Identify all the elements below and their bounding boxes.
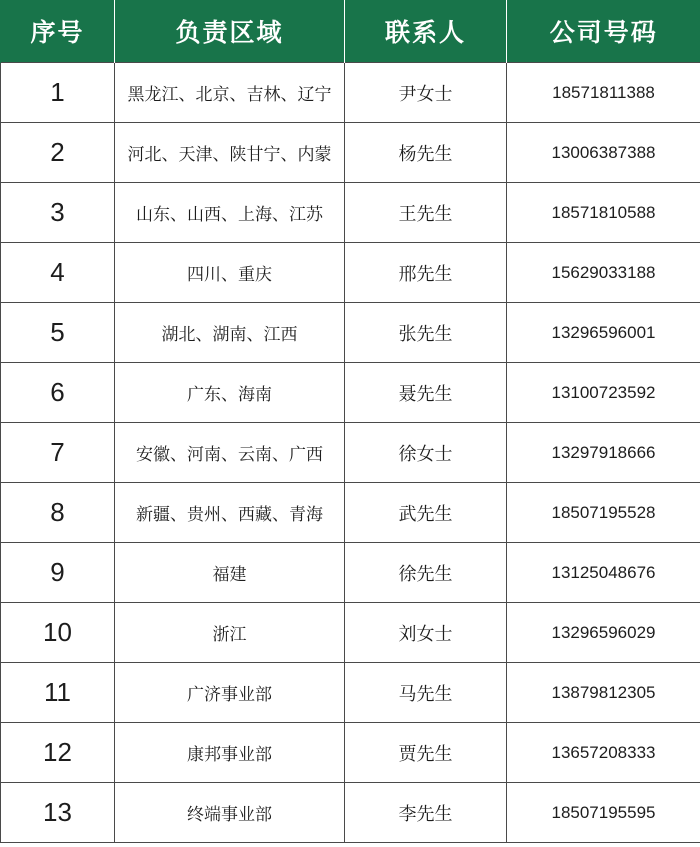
row-phone: 13879812305 bbox=[507, 663, 700, 723]
row-phone: 18571811388 bbox=[507, 63, 700, 123]
row-phone: 18507195528 bbox=[507, 483, 700, 543]
row-contact: 杨先生 bbox=[345, 123, 507, 183]
row-contact: 刘女士 bbox=[345, 603, 507, 663]
header-row bbox=[1, 0, 700, 63]
row-index: 6 bbox=[1, 363, 115, 423]
row-region: 湖北、湖南、江西 bbox=[115, 303, 345, 363]
row-index: 12 bbox=[1, 723, 115, 783]
row-phone: 13296596029 bbox=[507, 603, 700, 663]
row-region: 终端事业部 bbox=[115, 783, 345, 843]
row-phone: 13296596001 bbox=[507, 303, 700, 363]
row-region: 福建 bbox=[115, 543, 345, 603]
row-phone: 18507195595 bbox=[507, 783, 700, 843]
header-index: 序号 bbox=[1, 0, 115, 63]
row-phone: 13297918666 bbox=[507, 423, 700, 483]
row-region: 浙江 bbox=[115, 603, 345, 663]
table-body bbox=[1, 63, 700, 843]
row-phone: 13006387388 bbox=[507, 123, 700, 183]
row-contact: 张先生 bbox=[345, 303, 507, 363]
row-phone: 13100723592 bbox=[507, 363, 700, 423]
row-region: 河北、天津、陕甘宁、内蒙 bbox=[115, 123, 345, 183]
row-region: 广东、海南 bbox=[115, 363, 345, 423]
table-row bbox=[1, 303, 700, 363]
row-index: 3 bbox=[1, 183, 115, 243]
row-region: 新疆、贵州、西藏、青海 bbox=[115, 483, 345, 543]
row-region: 山东、山西、上海、江苏 bbox=[115, 183, 345, 243]
table-row bbox=[1, 123, 700, 183]
table-row bbox=[1, 783, 700, 843]
row-region: 康邦事业部 bbox=[115, 723, 345, 783]
row-region: 广济事业部 bbox=[115, 663, 345, 723]
row-contact: 尹女士 bbox=[345, 63, 507, 123]
table-row bbox=[1, 423, 700, 483]
row-index: 10 bbox=[1, 603, 115, 663]
table-row bbox=[1, 663, 700, 723]
table-row bbox=[1, 243, 700, 303]
row-contact: 徐女士 bbox=[345, 423, 507, 483]
row-index: 1 bbox=[1, 63, 115, 123]
row-phone: 13125048676 bbox=[507, 543, 700, 603]
row-contact: 聂先生 bbox=[345, 363, 507, 423]
table-row bbox=[1, 723, 700, 783]
row-contact: 王先生 bbox=[345, 183, 507, 243]
row-region: 安徽、河南、云南、广西 bbox=[115, 423, 345, 483]
table-header bbox=[1, 0, 700, 63]
table-row bbox=[1, 363, 700, 423]
row-phone: 15629033188 bbox=[507, 243, 700, 303]
table-row bbox=[1, 603, 700, 663]
row-index: 2 bbox=[1, 123, 115, 183]
row-contact: 贾先生 bbox=[345, 723, 507, 783]
row-index: 4 bbox=[1, 243, 115, 303]
row-index: 8 bbox=[1, 483, 115, 543]
row-contact: 李先生 bbox=[345, 783, 507, 843]
row-index: 7 bbox=[1, 423, 115, 483]
header-region: 负责区域 bbox=[115, 0, 345, 63]
row-index: 11 bbox=[1, 663, 115, 723]
row-contact: 马先生 bbox=[345, 663, 507, 723]
table-row bbox=[1, 63, 700, 123]
row-index: 9 bbox=[1, 543, 115, 603]
row-contact: 武先生 bbox=[345, 483, 507, 543]
row-contact: 徐先生 bbox=[345, 543, 507, 603]
row-region: 黑龙江、北京、吉林、辽宁 bbox=[115, 63, 345, 123]
row-contact: 邢先生 bbox=[345, 243, 507, 303]
row-region: 四川、重庆 bbox=[115, 243, 345, 303]
row-index: 5 bbox=[1, 303, 115, 363]
table-row bbox=[1, 183, 700, 243]
table-row bbox=[1, 543, 700, 603]
table-row bbox=[1, 483, 700, 543]
header-contact: 联系人 bbox=[345, 0, 507, 63]
header-phone: 公司号码 bbox=[507, 0, 700, 63]
row-phone: 13657208333 bbox=[507, 723, 700, 783]
row-index: 13 bbox=[1, 783, 115, 843]
row-phone: 18571810588 bbox=[507, 183, 700, 243]
